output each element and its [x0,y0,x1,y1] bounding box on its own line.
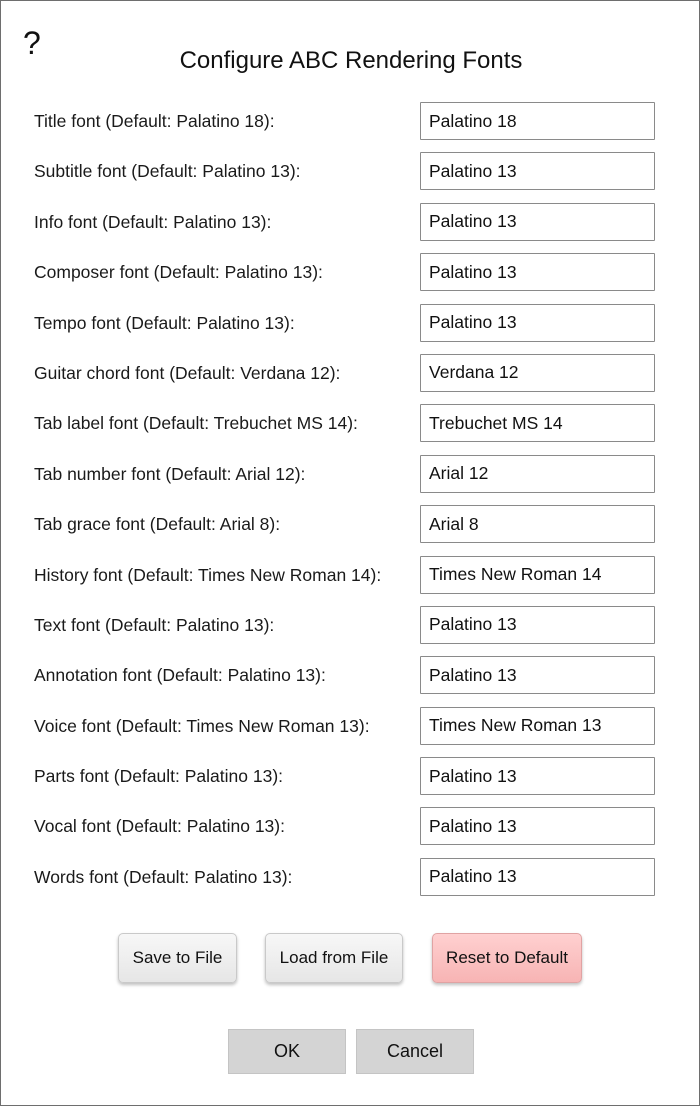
font-row-text [1,606,700,656]
font-label: Words font (Default: Palatino 13): [34,866,293,887]
guitar-chord-font-input[interactable] [420,354,655,392]
history-font-input[interactable] [420,556,655,594]
load-from-file-button[interactable]: Load from File [265,933,403,983]
cancel-button[interactable]: Cancel [356,1029,474,1074]
vocal-font-input[interactable] [420,807,655,845]
font-row-tab-number [1,455,700,505]
parts-font-input[interactable] [420,757,655,795]
save-to-file-button[interactable]: Save to File [118,933,237,983]
tab-label-font-input[interactable] [420,404,655,442]
subtitle-font-input[interactable] [420,152,655,190]
font-label: Tab grace font (Default: Arial 8): [34,514,281,535]
reset-to-default-button[interactable]: Reset to Default [432,933,582,983]
font-row-history [1,556,700,606]
info-font-input[interactable] [420,203,655,241]
title-font-input[interactable] [420,102,655,140]
font-row-tempo [1,304,700,354]
voice-font-input[interactable] [420,707,655,745]
font-label: Tempo font (Default: Palatino 13): [34,312,295,333]
font-row-composer [1,253,700,303]
font-row-parts [1,757,700,807]
composer-font-input[interactable] [420,253,655,291]
font-row-guitar-chord [1,354,700,404]
font-settings-list [1,102,700,908]
font-row-annotation [1,656,700,706]
font-label: Title font (Default: Palatino 18): [34,111,275,131]
tempo-font-input[interactable] [420,304,655,342]
words-font-input[interactable] [420,858,655,896]
annotation-font-input[interactable] [420,656,655,694]
tab-number-font-input[interactable] [420,455,655,493]
font-label: Tab label font (Default: Trebuchet MS 14): [34,413,358,434]
font-label: History font (Default: Times New Roman 14): [34,564,382,585]
font-label: Text font (Default: Palatino 13): [34,614,275,635]
font-label: Vocal font (Default: Palatino 13): [34,816,285,837]
help-icon[interactable]: ? [23,25,41,61]
tab-grace-font-input[interactable] [420,505,655,543]
font-label: Tab number font (Default: Arial 12): [34,463,306,484]
font-row-title [1,102,700,152]
font-label: Voice font (Default: Times New Roman 13): [34,715,370,736]
font-row-tab-label [1,404,700,454]
font-label: Subtitle font (Default: Palatino 13): [34,161,301,182]
font-label: Composer font (Default: Palatino 13): [34,262,323,283]
font-row-info [1,203,700,253]
font-row-words [1,858,700,908]
font-row-tab-grace [1,505,700,555]
ok-button[interactable]: OK [228,1029,346,1074]
font-label: Annotation font (Default: Palatino 13): [34,665,326,686]
font-label: Info font (Default: Palatino 13): [34,211,272,232]
text-font-input[interactable] [420,606,655,644]
font-row-voice [1,707,700,757]
font-row-vocal [1,807,700,857]
font-label: Parts font (Default: Palatino 13): [34,766,284,787]
font-label: Guitar chord font (Default: Verdana 12): [34,362,341,383]
font-row-subtitle [1,152,700,202]
dialog-title: Configure ABC Rendering Fonts [179,47,523,74]
